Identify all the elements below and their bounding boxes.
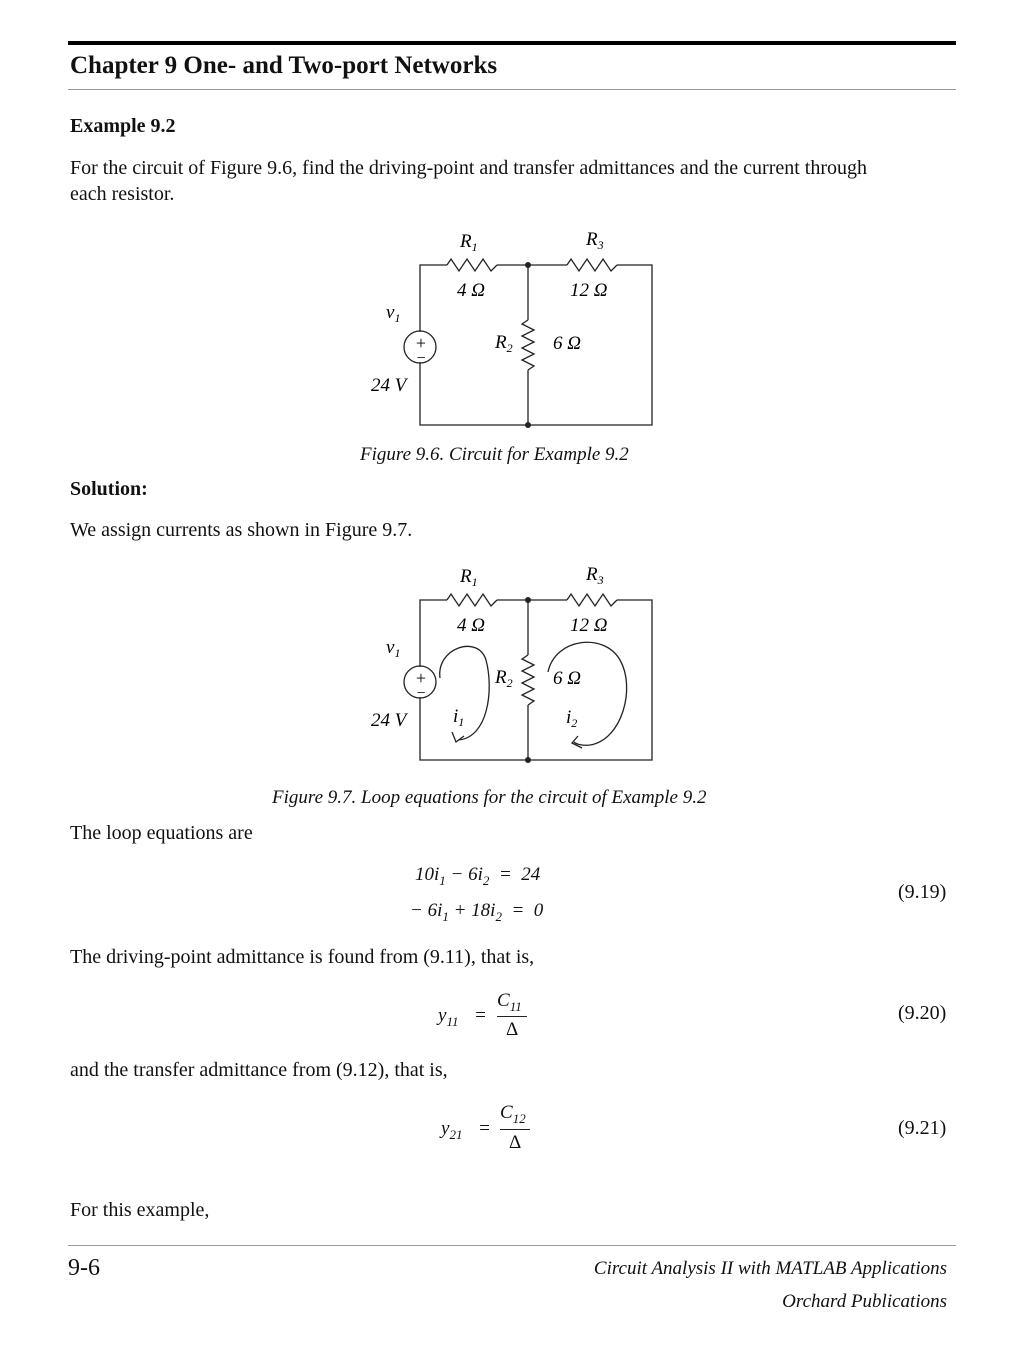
- minus-sign: −: [416, 350, 426, 367]
- equation-9-20-equals: =: [474, 1005, 487, 1026]
- r3-value: 12 Ω: [570, 615, 608, 636]
- chapter-title: Chapter 9 One- and Two-port Networks: [70, 52, 498, 79]
- closing-text: For this example,: [70, 1199, 210, 1221]
- r3-label: $R_3$: [586, 564, 604, 587]
- source-value: 24 V: [371, 710, 407, 731]
- loop-i2-arrow: [548, 642, 627, 745]
- r3-value: 12 Ω: [570, 280, 608, 301]
- plus-sign: +: [415, 668, 427, 688]
- figure-9-6-caption: Figure 9.6. Circuit for Example 9.2: [360, 444, 629, 465]
- example-text-line2: each resistor.: [70, 183, 175, 205]
- r3-label: $R_3$: [586, 229, 604, 252]
- fraction-bar: [497, 1016, 527, 1017]
- circuit-figure-9-6: [0, 0, 1024, 440]
- equation-9-19-line2: − $6i_1 + 18i_2 = 0$: [410, 900, 544, 924]
- minus-sign: −: [416, 685, 426, 702]
- solution-heading: Solution:: [70, 478, 148, 500]
- equation-number-9-21: (9.21): [898, 1117, 947, 1139]
- r1-value: 4 Ω: [457, 280, 485, 301]
- circuit-figure-9-7: [0, 560, 1024, 780]
- publisher: Orchard Publications: [782, 1291, 947, 1312]
- i2-label: $i_2$: [566, 707, 578, 730]
- node-dot: [525, 757, 531, 763]
- i1-label: $i_1$: [453, 706, 465, 729]
- r1-value: 4 Ω: [457, 615, 485, 636]
- r2-label: $R_2$: [495, 667, 513, 690]
- r2-label: $R_2$: [495, 332, 513, 355]
- fraction-bar: [500, 1129, 530, 1130]
- equation-9-20-denominator: Δ: [506, 1019, 519, 1040]
- node-dot: [525, 597, 531, 603]
- equation-9-21-denominator: Δ: [509, 1132, 522, 1153]
- transfer-intro: and the transfer admittance from (9.12), that is,: [70, 1059, 448, 1081]
- plus-sign: +: [415, 333, 427, 353]
- equation-9-19-line1: $10i_1 - 6i_2 = 24$: [415, 864, 541, 888]
- source-value: 24 V: [371, 375, 407, 396]
- book-title: Circuit Analysis II with MATLAB Applications: [593, 1258, 947, 1279]
- footer-divider: [68, 1245, 956, 1246]
- driving-point-intro: The driving-point admittance is found from (9.11), that is,: [70, 946, 535, 968]
- equation-9-21-equals: =: [478, 1118, 491, 1139]
- equation-9-21-numerator: $C_{12}$: [500, 1102, 526, 1126]
- solution-text: We assign currents as shown in Figure 9.7.: [70, 519, 413, 541]
- r2-value: 6 Ω: [553, 668, 581, 689]
- node-dot: [525, 422, 531, 428]
- v1-label: $v_1$: [386, 302, 401, 325]
- node-dot: [525, 262, 531, 268]
- equation-number-9-19: (9.19): [898, 881, 947, 903]
- equation-number-9-20: (9.20): [898, 1002, 947, 1024]
- equation-9-21-lhs: $y_{21}$: [441, 1118, 463, 1142]
- loop-i1-arrow: [440, 646, 489, 740]
- r1-label: $R_1$: [460, 566, 478, 589]
- r1-label: $R_1$: [460, 231, 478, 254]
- example-heading: Example 9.2: [70, 115, 176, 137]
- equation-9-20-lhs: $y_{11}$: [438, 1005, 459, 1029]
- page-number: 9-6: [68, 1255, 100, 1281]
- v1-label: $v_1$: [386, 637, 401, 660]
- example-text-line1: For the circuit of Figure 9.6, find the driving-point and transfer admittances and the current through: [70, 157, 868, 179]
- loop-intro: The loop equations are: [70, 822, 253, 844]
- r2-value: 6 Ω: [553, 333, 581, 354]
- figure-9-7-caption: Figure 9.7. Loop equations for the circuit of Example 9.2: [272, 787, 707, 808]
- equation-9-20-numerator: $C_{11}$: [497, 990, 522, 1014]
